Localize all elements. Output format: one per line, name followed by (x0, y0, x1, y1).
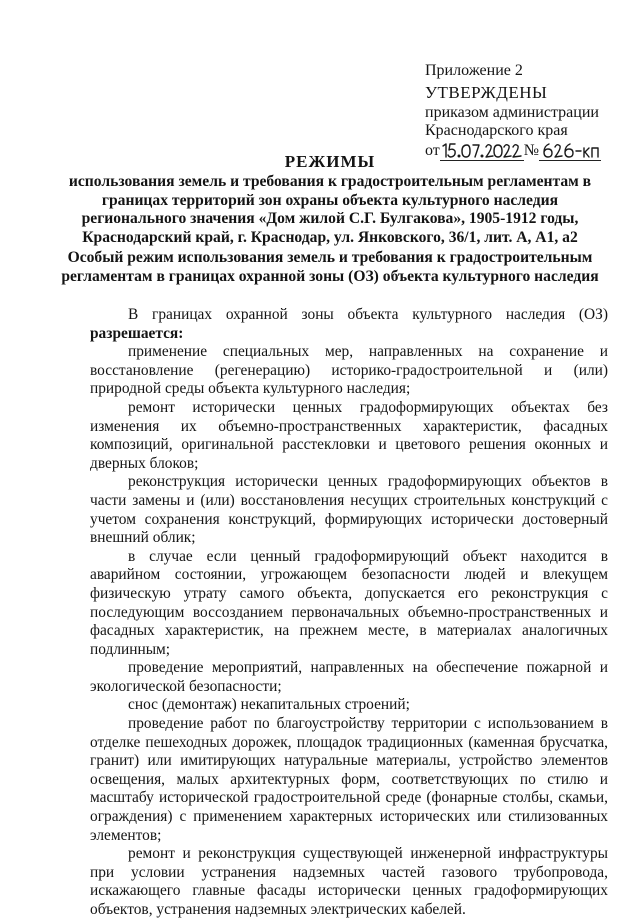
document-title: РЕЖИМЫ (284, 152, 376, 171)
annex-label: Приложение 2 (425, 62, 523, 79)
date-prefix-label: от (425, 142, 440, 159)
intro-bold-text: разрешается: (90, 324, 184, 342)
number-sign-label: № (523, 142, 540, 159)
list-item: снос (демонтаж) некапитальных строений; (128, 696, 410, 714)
list-item: в случае если ценный градоформирующий объект находится в аварийном состоянии, угрожающем безопасности людей и влекущем физическую утрату самого объекта, допускается его реконструкция с последующим воссозданием первоначальных объемно-пространственных и фасадных характеристик, на прежнем месте, в материалах аналогичных подлинным; (90, 547, 608, 658)
intro-paragraph (90, 306, 608, 343)
approval-region-line: Краснодарского края (425, 122, 568, 139)
document-subtitle: использования земель и требования к градостроительным регламентам в границах территорий зон охраны объекта культурного наследия регионального значения «Дом жилой С.Г. Булгакова», 1905-1912 годы, Краснодарский край, г. Краснодар, ул. Янковского, 36/1, лит. А, А1, а2 (68, 173, 592, 246)
list-item: проведение работ по благоустройству территории с использованием в отделке пешеходных дорожек, площадок традиционных (каменная брусчатка, гранит) или имитирующих натуральные материалы, устройство элементов освещения, малых архитектурных форм, соответствующих по стилю и масштабу исторической градостроительной среде (фонарные столбы, скамьи, ограждения) с применением характерных исторических или стилизованных элементов; (90, 715, 608, 844)
list-item: реконструкция исторически ценных градоформирующих объектов в части замены и (или) восстановления несущих строительных конструкций с учетом сохранения конструкций, формирующих исторически достоверный внешний облик; (90, 473, 608, 547)
list-item: применение специальных мер, направленных на сохранение и восстановление (регенерацию) историко-градостроительной и (или) природной среды объекта культурного наследия; (90, 343, 608, 398)
list-item: ремонт исторически ценных градоформирующих объектах без изменения их объемно-пространственных характеристик, фасадных композиций, оригинальной расстекловки и цветового решения оконных и дверных блоков; (90, 398, 608, 472)
document-body (90, 306, 608, 920)
list-item: ремонт и реконструкция существующей инженерной инфраструктуры при условии устранения надземных частей газового трубопровода, искажающего главные фасады исторически ценных градоформирующих объектов, устранения надземных электрических кабелей. (90, 845, 608, 918)
section-heading: Особый режим использования земель и требования к градостроительным регламентам в границах охранной зоны (ОЗ) объекта культурного наследия (61, 249, 599, 285)
approval-authority-line: приказом администрации (425, 104, 599, 121)
list-item: проведение мероприятий, направленных на обеспечение пожарной и экологической безопасности; (90, 659, 608, 695)
intro-text: В границах охранной зоны объекта культурного наследия (ОЗ) (128, 306, 608, 323)
approved-label: УТВЕРЖДЕНЫ (425, 83, 548, 102)
